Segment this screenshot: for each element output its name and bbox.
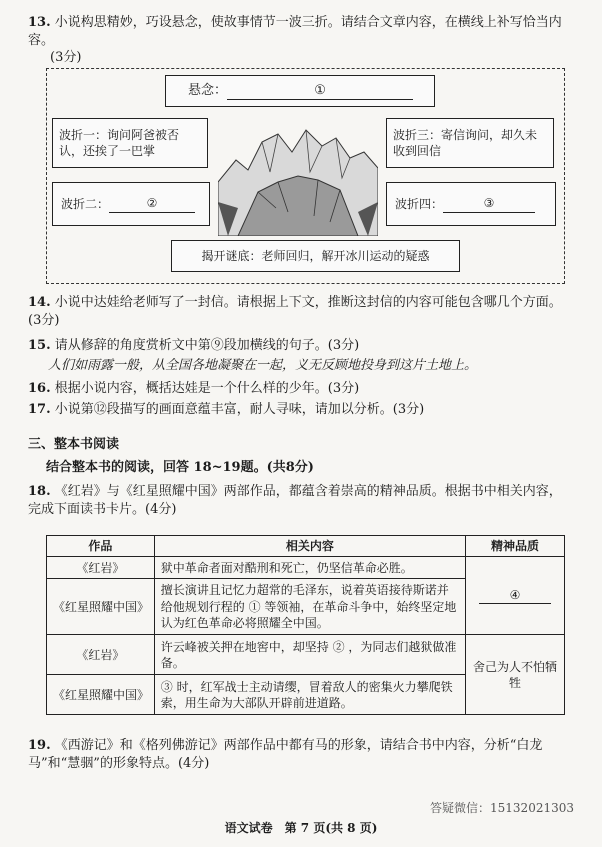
quoted-sentence: 人们如雨露一般，从全国各地凝聚在一起，义无反顾地投身到这片土地上。 — [48, 357, 478, 373]
question-text: 小说构思精妙，巧设悬念，使故事情节一波三折。请结合文章内容，在横线上补写恰当内容。 — [28, 15, 562, 48]
table-row — [47, 635, 565, 675]
content-cell: 擅长演讲且记忆力超常的毛泽东，说着英语接待斯诺并给他规划行程的 ① 等领袖，在革命斗争中，始终坚定地认为红色革命必将照耀全中国。 — [154, 579, 465, 635]
twist-4-blank — [443, 195, 535, 212]
blank-marker: ③ — [483, 196, 495, 211]
section-title: 三、整本书阅读 — [28, 437, 120, 452]
question-text: 根据小说内容，概括达娃是一个什么样的少年。(3分) — [54, 381, 360, 396]
content-cell: 许云峰被关押在地窖中，却坚持 ② ，为同志们越狱做准备。 — [154, 635, 465, 675]
table-row — [47, 557, 565, 579]
blank-marker: ④ — [509, 588, 521, 603]
quality-cell-bottom: 舍己为人不怕牺牲 — [466, 635, 565, 715]
question-14 — [28, 294, 573, 329]
twist-4-label: 波折四： — [395, 196, 444, 211]
blank-marker: ① — [314, 82, 326, 98]
twist-1-text: 波折一：询问阿爸被否认，还挨了一巴掌 — [59, 127, 180, 158]
work-cell: 《红岩》 — [47, 635, 155, 675]
question-number: 17. — [28, 402, 51, 417]
glacier-illustration — [218, 112, 378, 236]
twist-1-box — [52, 118, 208, 168]
table-header: 相关内容 — [154, 536, 465, 557]
suspense-box — [165, 75, 435, 107]
question-text: 小说第⑫段描写的画面意蕴丰富，耐人寻味，请加以分析。(3分) — [54, 402, 425, 417]
reveal-text: 揭开谜底：老师回归，解开冰川运动的疑惑 — [201, 248, 430, 263]
page-footer: 语文试卷 第 7 页(共 8 页) — [224, 821, 378, 835]
question-16 — [28, 380, 573, 398]
twist-4-box — [386, 182, 556, 226]
twist-3-box — [386, 118, 554, 168]
twist-2-label: 波折二： — [61, 196, 110, 211]
question-17 — [28, 401, 573, 419]
section-intro: 结合整本书的阅读，回答 18~19题。(共8分) — [46, 460, 314, 475]
question-number: 14. — [28, 295, 51, 310]
question-text: 小说中达娃给老师写了一封信。请根据上下文，推断这封信的内容可能包含哪几个方面。(3分) — [28, 295, 562, 328]
question-19 — [28, 737, 573, 772]
table-header-row — [47, 536, 565, 557]
contact-info: 答疑微信：15132021303 — [430, 801, 574, 815]
question-score: (3分) — [50, 50, 82, 66]
blank-marker: ② — [146, 196, 158, 211]
suspense-blank — [227, 82, 413, 101]
question-18 — [28, 483, 573, 518]
quality-cell-top — [466, 557, 565, 635]
question-13 — [28, 14, 573, 67]
table-header: 精神品质 — [466, 536, 565, 557]
question-15 — [28, 337, 573, 374]
quality-blank — [479, 587, 551, 604]
question-number: 15. — [28, 338, 51, 353]
work-cell: 《红星照耀中国》 — [47, 579, 155, 635]
work-cell: 《红星照耀中国》 — [47, 675, 155, 715]
content-cell: ③ 时，红军战士主动请缨，冒着敌人的密集火力攀爬铁索，用生命为大部队开辟前进道路。 — [154, 675, 465, 715]
question-number: 19. — [28, 738, 51, 753]
question-number: 18. — [28, 484, 51, 499]
twist-3-text: 波折三：寄信询问，却久未收到回信 — [393, 127, 538, 158]
question-number: 13. — [28, 15, 51, 30]
work-cell: 《红岩》 — [47, 557, 155, 579]
twist-2-blank — [109, 195, 195, 212]
suspense-label: 悬念： — [188, 83, 228, 99]
question-number: 16. — [28, 381, 51, 396]
question-text: 《西游记》和《格列佛游记》两部作品中都有马的形象，请结合书中内容，分析“白龙马”和“慧骃”的形象特点。(4分) — [28, 738, 543, 771]
content-cell: 狱中革命者面对酷刑和死亡，仍坚信革命必胜。 — [154, 557, 465, 579]
question-text: 请从修辞的角度赏析文中第⑨段加横线的句子。(3分) — [54, 338, 360, 353]
twist-2-box — [52, 182, 210, 226]
table-header: 作品 — [47, 536, 155, 557]
reading-card-table — [46, 535, 565, 715]
reveal-box — [171, 240, 460, 272]
question-text: 《红岩》与《红星照耀中国》两部作品，都蕴含着崇高的精神品质。根据书中相关内容，完成下面读书卡片。(4分) — [28, 484, 562, 517]
